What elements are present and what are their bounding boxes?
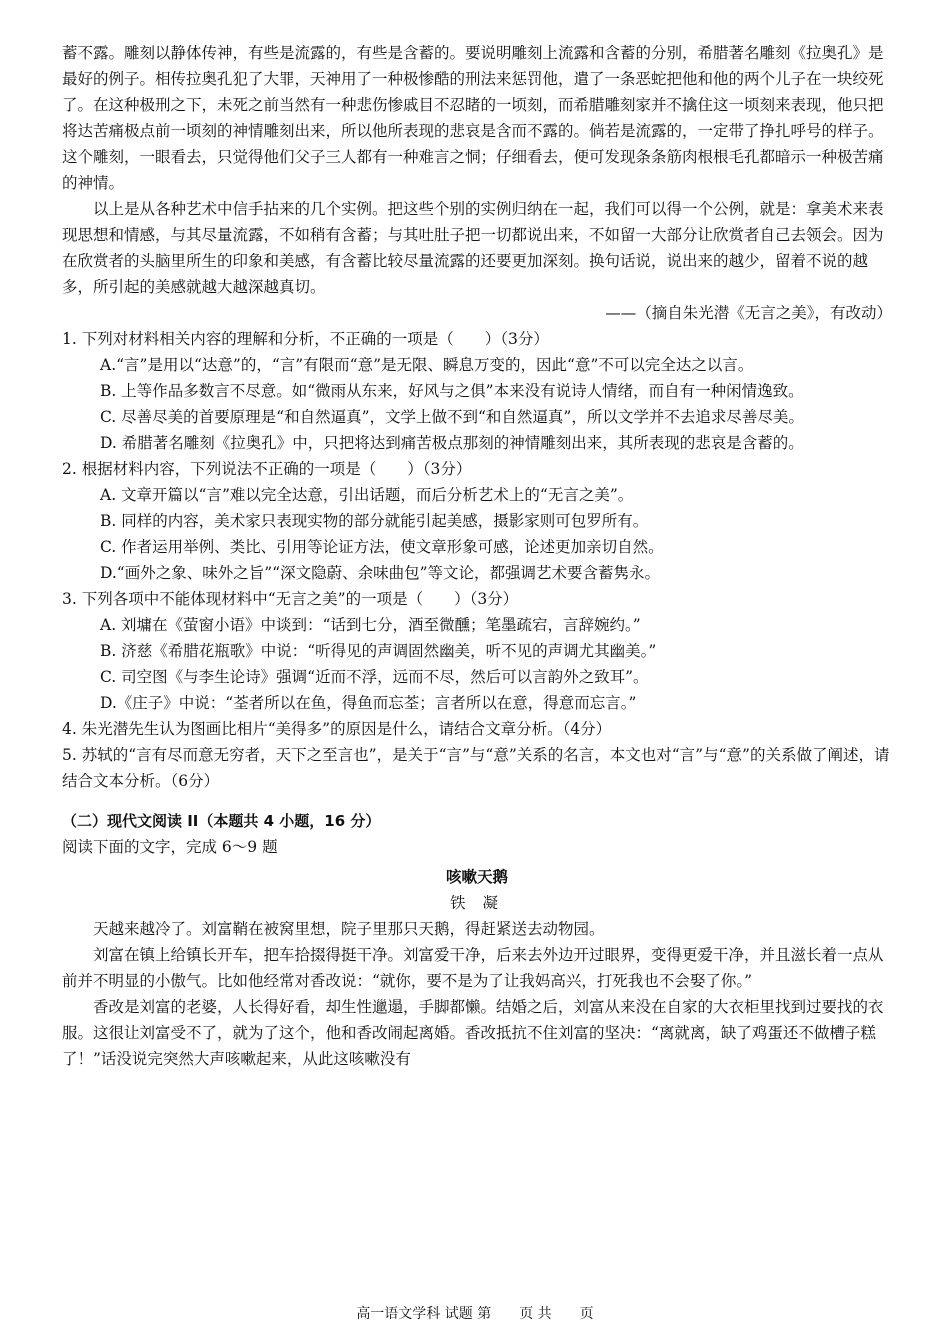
question-2-stem: 2. 根据材料内容，下列说法不正确的一项是（ ）（3分） bbox=[62, 460, 472, 478]
story-para-3: 香改是刘富的老婆，人长得好看，却生性邋遢，手脚都懒。结婚之后，刘富从来没在自家的大衣柜里找到过要找的衣服。这很让刘富受不了，就为了这个，他和香改闹起离婚。香改抵抗不住刘富的坚决：“离就离，缺了鸡蛋还不做槽子糕了！”话没说完突然大声咳嗽起来，从此这咳嗽没有 bbox=[62, 998, 884, 1068]
question-2-option-c: C. 作者运用举例、类比、引用等论证方法，使文章形象可感，论述更加亲切自然。 bbox=[100, 538, 664, 556]
question-1-stem: 1. 下列对材料相关内容的理解和分析，不正确的一项是（ ）（3分） bbox=[62, 330, 549, 348]
question-4: 4. 朱光潜先生认为图画比相片“美得多”的原因是什么，请结合文章分析。（4分） bbox=[62, 720, 612, 738]
page-content bbox=[62, 40, 892, 1072]
question-2-option-b: B. 同样的内容，美术家只表现实物的部分就能引起美感，摄影家则可包罗所有。 bbox=[100, 512, 649, 530]
story-para-2: 刘富在镇上给镇长开车，把车拾掇得挺干净。刘富爱干净，后来去外边开过眼界，变得更爱干净，并且滋长着一点从前并不明显的小傲气。比如他经常对香改说：“就你，要不是为了让我妈高兴，打死我也不会娶了你。” bbox=[62, 946, 884, 990]
passage1-source: ——（摘自朱光潜《无言之美》，有改动） bbox=[605, 304, 892, 322]
passage1-para1: 蓄不露。雕刻以静体传神，有些是流露的，有些是含蓄的。要说明雕刻上流露和含蓄的分别，希腊著名雕刻《拉奥孔》是最好的例子。相传拉奥孔犯了大罪，天神用了一种极惨酷的刑法来惩罚他，遣了一条恶蛇把他和他的两个儿子在一块绞死了。在这种极刑之下，未死之前当然有一种悲伤惨戚目不忍睹的一顷刻，而希腊雕刻家并不擒住这一顷刻来表现，他只把将达苦痛极点前一顷刻的神情雕刻出来，所以他所表现的悲哀是含而不露的。倘若是流露的，一定带了挣扎呼号的样子。这个雕刻，一眼看去，只觉得他们父子三人都有一种难言之恫；仔细看去，便可发现条条筋肉根根毛孔都暗示一种极苦痛的神情。 bbox=[62, 44, 884, 192]
question-5: 5. 苏轼的“言有尽而意无穷者，天下之至言也”，是关于“言”与“意”关系的名言，本文也对“言”与“意”的关系做了阐述，请结合文本分析。（6分） bbox=[62, 746, 890, 790]
question-3-option-a: A. 刘墉在《萤窗小语》中谈到：“话到七分，酒至微醺；笔墨疏宕，言辞婉约。” bbox=[100, 616, 641, 634]
story-author: 铁 凝 bbox=[450, 894, 504, 912]
question-3-option-d: D.《庄子》中说：“荃者所以在鱼，得鱼而忘荃；言者所以在意，得意而忘言。” bbox=[100, 694, 637, 712]
story-title: 咳嗽天鹅 bbox=[445, 868, 508, 886]
question-3-option-b: B. 济慈《希腊花瓶歌》中说：“听得见的声调固然幽美，听不见的声调尤其幽美。” bbox=[100, 642, 657, 660]
question-3-option-c: C. 司空图《与李生论诗》强调“近而不浮，远而不尽，然后可以言韵外之致耳”。 bbox=[100, 668, 649, 686]
question-1-option-c: C. 尽善尽美的首要原理是“和自然逼真”，文学上做不到“和自然逼真”，所以文学并不去追求尽善尽美。 bbox=[100, 408, 804, 426]
question-2-option-a: A. 文章开篇以“言”难以完全达意，引出话题，而后分析艺术上的“无言之美”。 bbox=[100, 486, 634, 504]
question-2-option-d: D.“画外之象、味外之旨”“深文隐蔚、余味曲包”等文论，都强调艺术要含蓄隽永。 bbox=[100, 564, 661, 582]
question-1-option-a: A.“言”是用以“达意”的，“言”有限而“意”是无限、瞬息万变的，因此“意”不可以完全达之以言。 bbox=[100, 356, 754, 374]
section-2-instruction: 阅读下面的文字，完成 6～9 题 bbox=[62, 838, 278, 856]
page-footer: 高一语文学科 试题 第 页 共 页 bbox=[356, 1306, 594, 1322]
question-3-stem: 3. 下列各项中不能体现材料中“无言之美”的一项是（ ）（3分） bbox=[62, 590, 519, 608]
passage1-para2: 以上是从各种艺术中信手拈来的几个实例。把这些个别的实例归纳在一起，我们可以得一个公例，就是：拿美术来表现思想和情感，与其尽量流露，不如稍有含蓄；与其吐肚子把一切都说出来，不如留一大部分让欣赏者自己去领会。因为在欣赏者的头脑里所生的印象和美感，有含蓄比较尽量流露的还要更加深刻。换句话说，说出来的越少，留着不说的越多，所引起的美感就越大越深越真切。 bbox=[62, 200, 884, 296]
section-2-heading: （二）现代文阅读 II（本题共 4 小题，16 分） bbox=[62, 812, 381, 830]
question-1-option-b: B. 上等作品多数言不尽意。如“微雨从东来，好风与之俱”本来没有说诗人情绪，而自有一种闲情逸致。 bbox=[100, 382, 804, 400]
question-1-option-d: D. 希腊著名雕刻《拉奥孔》中，只把将达到痛苦极点那刻的神情雕刻出来，其所表现的悲哀是含蓄的。 bbox=[100, 434, 804, 452]
story-para-1: 天越来越冷了。刘富鞘在被窝里想，院子里那只天鹅，得赶紧送去动物园。 bbox=[93, 920, 605, 938]
